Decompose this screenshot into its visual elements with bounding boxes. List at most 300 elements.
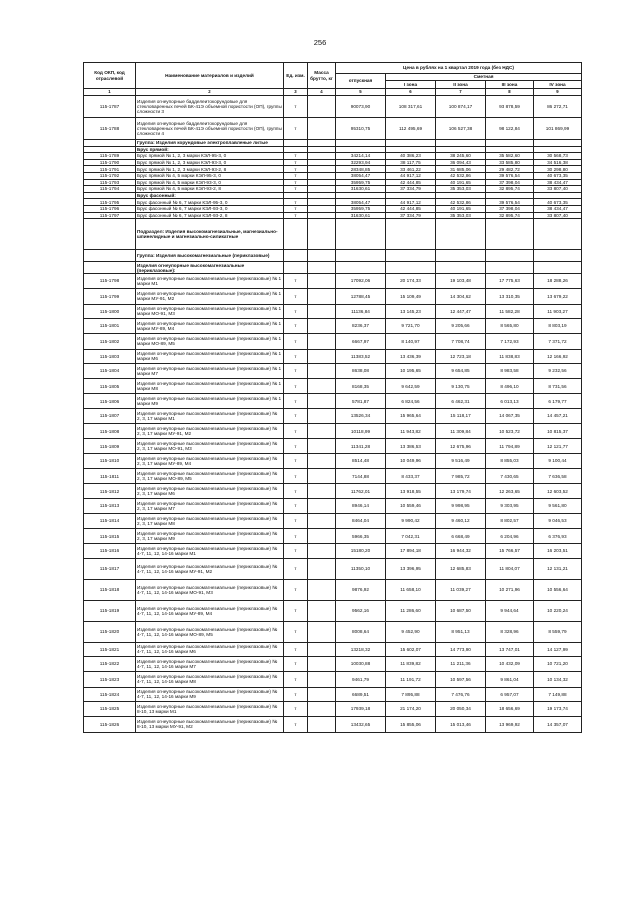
item-unit: т	[284, 118, 308, 140]
item-name: Брус прямой № 1, 2, 3 марки КЭЛ-93-3, 0	[136, 159, 284, 166]
empty-cell	[486, 140, 534, 147]
section-title: Группа: Изделия корундовые электроплавленые литые	[136, 140, 284, 147]
item-mass	[308, 172, 336, 179]
column-number: 1	[84, 89, 136, 96]
item-zone2-price: 7 476,76	[436, 687, 486, 702]
item-unit: т	[284, 454, 308, 469]
item-zone3-price: 11 838,83	[486, 349, 534, 364]
table-row	[84, 304, 582, 319]
item-zone3-price: 13 969,92	[486, 716, 534, 732]
item-unit: т	[284, 166, 308, 173]
table-row	[84, 212, 582, 219]
item-zone4-price: 12 603,52	[534, 484, 582, 499]
item-mass	[308, 394, 336, 409]
item-unit: т	[284, 423, 308, 439]
table-row	[84, 319, 582, 334]
item-unit: т	[284, 364, 308, 379]
item-release-price: 8946,14	[336, 499, 386, 514]
item-mass	[308, 304, 336, 319]
empty-cell	[486, 146, 534, 153]
item-zone3-price: 8 802,57	[486, 513, 534, 529]
item-mass	[308, 212, 336, 219]
item-mass	[308, 159, 336, 166]
section-code-cell	[84, 250, 136, 262]
section-row	[84, 140, 582, 147]
empty-cell	[308, 192, 336, 199]
item-zone2-price: 14 773,90	[436, 642, 486, 657]
table-row	[84, 288, 582, 304]
item-zone2-price: 40 191,65	[436, 179, 486, 186]
item-unit: т	[284, 529, 308, 544]
item-mass	[308, 484, 336, 499]
item-name: Брус фасонный № 6, 7 марки КЭЛ-95-3, 0	[136, 199, 284, 206]
item-code: 115-1807	[84, 409, 136, 424]
item-release-price: 32293,94	[336, 159, 386, 166]
table-row	[84, 621, 582, 642]
table-row	[84, 423, 582, 439]
item-zone3-price: 39 576,54	[486, 172, 534, 179]
table-row	[84, 153, 582, 160]
table-row	[84, 439, 582, 454]
item-zone4-price: 86 272,71	[534, 96, 582, 118]
item-zone2-price: 9 130,75	[436, 378, 486, 394]
section-code-cell	[84, 219, 136, 250]
item-zone2-price: 6 462,31	[436, 394, 486, 409]
empty-cell	[284, 250, 308, 262]
item-zone2-price: 9 205,66	[436, 319, 486, 334]
item-unit: т	[284, 172, 308, 179]
item-code: 115-1816	[84, 544, 136, 559]
item-zone1-price: 13 918,55	[386, 484, 436, 499]
empty-cell	[284, 146, 308, 153]
item-zone1-price: 13 436,39	[386, 349, 436, 364]
item-name: Изделия огнеупорные высокомагнезиальные (периклазовые) № 1 марки М8	[136, 378, 284, 394]
table-row	[84, 349, 582, 364]
page-number: 256	[313, 38, 327, 47]
item-zone3-price: 18 656,69	[486, 702, 534, 717]
item-unit: т	[284, 394, 308, 409]
table-row	[84, 513, 582, 529]
item-code: 115-1815	[84, 529, 136, 544]
item-zone4-price: 9 046,53	[534, 513, 582, 529]
table-row	[84, 716, 582, 732]
item-unit: т	[284, 333, 308, 349]
item-zone1-price: 8 433,37	[386, 468, 436, 484]
item-code: 115-1797	[84, 212, 136, 219]
empty-cell	[436, 262, 486, 274]
section-code-cell	[84, 146, 136, 153]
item-zone1-price: 21 174,20	[386, 702, 436, 717]
table-row	[84, 468, 582, 484]
item-unit: т	[284, 642, 308, 657]
item-zone4-price: 10 815,37	[534, 423, 582, 439]
item-release-price: 28348,85	[336, 166, 386, 173]
item-code: 115-1799	[84, 288, 136, 304]
item-zone1-price: 40 386,23	[386, 153, 436, 160]
item-code: 115-1788	[84, 118, 136, 140]
item-code: 115-1809	[84, 439, 136, 454]
item-zone1-price: 42 444,85	[386, 179, 436, 186]
item-zone3-price: 14 067,35	[486, 409, 534, 424]
item-release-price: 11341,28	[336, 439, 386, 454]
empty-cell	[436, 192, 486, 199]
item-zone2-price: 9 998,95	[436, 499, 486, 514]
column-number: 9	[534, 89, 582, 96]
item-mass	[308, 153, 336, 160]
empty-cell	[534, 250, 582, 262]
table-row	[84, 186, 582, 193]
item-name: Изделия огнеупорные высокомагнезиальные (периклазовые) № 8-10, 13 марки М1	[136, 702, 284, 717]
section-code-cell	[84, 192, 136, 199]
section-row	[84, 146, 582, 153]
item-zone4-price: 16 203,51	[534, 544, 582, 559]
item-zone3-price: 8 983,58	[486, 364, 534, 379]
item-zone4-price: 33 807,40	[534, 186, 582, 193]
item-zone4-price: 7 636,58	[534, 468, 582, 484]
item-code: 115-1795	[84, 199, 136, 206]
header-unit: Ед. изм.	[284, 63, 308, 89]
item-zone2-price: 9 516,49	[436, 454, 486, 469]
table-row	[84, 499, 582, 514]
item-release-price: 31630,61	[336, 186, 386, 193]
item-zone4-price: 18 288,26	[534, 274, 582, 289]
item-mass	[308, 671, 336, 687]
item-zone2-price: 42 532,86	[436, 172, 486, 179]
item-zone4-price: 8 731,56	[534, 378, 582, 394]
item-mass	[308, 118, 336, 140]
item-zone1-price: 8 140,97	[386, 333, 436, 349]
empty-cell	[336, 192, 386, 199]
item-zone2-price: 31 685,06	[436, 166, 486, 173]
table-header	[84, 63, 582, 96]
section-title: Подраздел: Изделия высокомагнезиальные, магнезиально-шпинелидные и магнезиально-силикатные	[136, 219, 284, 250]
empty-cell	[308, 146, 336, 153]
item-mass	[308, 439, 336, 454]
item-zone2-price: 9 460,12	[436, 513, 486, 529]
item-zone4-price: 30 568,73	[534, 153, 582, 160]
item-zone4-price: 10 134,32	[534, 671, 582, 687]
header-zone-4: IV зона	[534, 81, 582, 89]
item-zone3-price: 93 878,59	[486, 96, 534, 118]
item-name: Изделия огнеупорные высокомагнезиальные (периклазовые) № 2, 3, 17 марки МО-89, М5	[136, 468, 284, 484]
item-zone3-price: 17 775,63	[486, 274, 534, 289]
empty-cell	[284, 140, 308, 147]
table-row	[84, 558, 582, 579]
item-name: Изделия огнеупорные высокомагнезиальные (периклазовые) № 2, 3, 17 марки М9	[136, 529, 284, 544]
empty-cell	[336, 146, 386, 153]
empty-cell	[534, 140, 582, 147]
item-mass	[308, 288, 336, 304]
item-unit: т	[284, 212, 308, 219]
empty-cell	[284, 219, 308, 250]
item-release-price: 38054,47	[336, 199, 386, 206]
table-row	[84, 529, 582, 544]
item-code: 115-1826	[84, 716, 136, 732]
item-zone3-price: 8 565,80	[486, 319, 534, 334]
item-unit: т	[284, 205, 308, 212]
table-row	[84, 205, 582, 212]
table-row	[84, 454, 582, 469]
section-row	[84, 262, 582, 274]
item-code: 115-1787	[84, 96, 136, 118]
item-zone3-price: 8 496,10	[486, 378, 534, 394]
item-zone3-price: 37 398,04	[486, 179, 534, 186]
item-name: Брус прямой № 1, 2, 3 марки КЭЛ-93-2, 8	[136, 166, 284, 173]
item-zone1-price: 37 334,79	[386, 186, 436, 193]
item-code: 115-1789	[84, 153, 136, 160]
item-mass	[308, 544, 336, 559]
header-price-group: Цена в рублях на 1 квартал 2019 года (без НДС)	[336, 63, 582, 74]
item-code: 115-1825	[84, 702, 136, 717]
item-zone1-price: 7 042,31	[386, 529, 436, 544]
item-zone4-price: 101 869,99	[534, 118, 582, 140]
item-zone2-price: 15 013,46	[436, 716, 486, 732]
item-name: Изделия огнеупорные высокомагнезиальные (периклазовые) № 1 марки М7	[136, 364, 284, 379]
column-number: 3	[284, 89, 308, 96]
item-code: 115-1824	[84, 687, 136, 702]
column-number: 2	[136, 89, 284, 96]
empty-cell	[386, 262, 436, 274]
item-release-price: 9876,92	[336, 579, 386, 600]
item-release-price: 31630,61	[336, 212, 386, 219]
column-number: 7	[436, 89, 486, 96]
item-zone4-price: 38 434,47	[534, 179, 582, 186]
item-name: Брус фасонный № 6, 7 марки КЭЛ-93-3, 0	[136, 205, 284, 212]
item-release-price: 35959,75	[336, 205, 386, 212]
item-zone4-price: 10 721,20	[534, 657, 582, 672]
item-unit: т	[284, 513, 308, 529]
empty-cell	[308, 250, 336, 262]
item-code: 115-1818	[84, 579, 136, 600]
item-name: Брус прямой № 4, 5 марки КЭЛ-93-2, 8	[136, 186, 284, 193]
table-row	[84, 600, 582, 621]
item-release-price: 13526,34	[336, 409, 386, 424]
empty-cell	[386, 146, 436, 153]
item-name: Изделия огнеупорные бадделеитокорундовые для стекловаренных печей БК-41Э объемной пористости (ОП), группы сложности 4	[136, 118, 284, 140]
item-zone4-price: 7 149,88	[534, 687, 582, 702]
empty-cell	[534, 262, 582, 274]
item-release-price: 6689,51	[336, 687, 386, 702]
item-zone2-price: 13 179,74	[436, 484, 486, 499]
item-mass	[308, 96, 336, 118]
item-release-price: 13218,32	[336, 642, 386, 657]
item-release-price: 12788,45	[336, 288, 386, 304]
item-code: 115-1798	[84, 274, 136, 289]
item-mass	[308, 621, 336, 642]
item-release-price: 35959,75	[336, 179, 386, 186]
item-code: 115-1792	[84, 172, 136, 179]
item-unit: т	[284, 153, 308, 160]
item-zone2-price: 14 304,62	[436, 288, 486, 304]
item-mass	[308, 274, 336, 289]
item-mass	[308, 423, 336, 439]
item-mass	[308, 349, 336, 364]
item-release-price: 10118,99	[336, 423, 386, 439]
item-release-price: 34214,14	[336, 153, 386, 160]
item-zone1-price: 37 334,79	[386, 212, 436, 219]
item-zone2-price: 11 309,84	[436, 423, 486, 439]
table-row	[84, 579, 582, 600]
item-unit: т	[284, 657, 308, 672]
item-code: 115-1812	[84, 484, 136, 499]
item-zone1-price: 42 444,85	[386, 205, 436, 212]
item-zone2-price: 12 447,47	[436, 304, 486, 319]
item-zone4-price: 14 357,07	[534, 716, 582, 732]
item-zone4-price: 10 220,24	[534, 600, 582, 621]
empty-cell	[436, 250, 486, 262]
item-name: Изделия огнеупорные высокомагнезиальные (периклазовые) № 4-7, 11, 12, 14-16 марки М9	[136, 687, 284, 702]
item-zone2-price: 12 685,83	[436, 558, 486, 579]
item-zone2-price: 36 094,43	[436, 159, 486, 166]
item-zone2-price: 7 708,74	[436, 333, 486, 349]
empty-cell	[534, 219, 582, 250]
item-code: 115-1821	[84, 642, 136, 657]
empty-cell	[386, 192, 436, 199]
item-zone1-price: 10 559,46	[386, 499, 436, 514]
item-zone2-price: 6 668,49	[436, 529, 486, 544]
item-unit: т	[284, 349, 308, 364]
header-code: Код ОКП, код отраслевой	[84, 63, 136, 89]
item-code: 115-1813	[84, 499, 136, 514]
item-unit: т	[284, 199, 308, 206]
item-release-price: 11136,84	[336, 304, 386, 319]
item-code: 115-1791	[84, 166, 136, 173]
item-zone4-price: 40 673,35	[534, 172, 582, 179]
item-mass	[308, 529, 336, 544]
item-release-price: 6667,97	[336, 333, 386, 349]
item-zone1-price: 20 174,33	[386, 274, 436, 289]
column-numbers-row	[84, 89, 582, 96]
item-zone2-price: 40 191,65	[436, 205, 486, 212]
item-code: 115-1802	[84, 333, 136, 349]
item-name: Изделия огнеупорные высокомагнезиальные (периклазовые) № 1 марки МУ-91, М2	[136, 288, 284, 304]
item-release-price: 8168,35	[336, 378, 386, 394]
item-release-price: 8464,04	[336, 513, 386, 529]
item-mass	[308, 702, 336, 717]
table-row	[84, 409, 582, 424]
item-zone2-price: 11 039,27	[436, 579, 486, 600]
item-unit: т	[284, 96, 308, 118]
item-name: Изделия огнеупорные высокомагнезиальные (периклазовые) № 2, 3, 17 марки МУ-89, М4	[136, 454, 284, 469]
item-zone1-price: 38 117,75	[386, 159, 436, 166]
table-row	[84, 378, 582, 394]
item-mass	[308, 468, 336, 484]
item-unit: т	[284, 159, 308, 166]
item-unit: т	[284, 579, 308, 600]
item-release-price: 8236,37	[336, 319, 386, 334]
item-name: Изделия огнеупорные высокомагнезиальные (периклазовые) № 1 марки М9	[136, 394, 284, 409]
item-release-price: 38054,47	[336, 172, 386, 179]
item-mass	[308, 205, 336, 212]
item-name: Брус прямой № 1, 2, 3 марки КЭЛ-95-3, 0	[136, 153, 284, 160]
item-zone1-price: 15 855,06	[386, 716, 436, 732]
table-row	[84, 687, 582, 702]
item-zone1-price: 6 824,56	[386, 394, 436, 409]
empty-cell	[386, 140, 436, 147]
item-zone2-price: 106 527,38	[436, 118, 486, 140]
item-name: Изделия огнеупорные высокомагнезиальные (периклазовые) № 2, 3, 17 марки М1	[136, 409, 284, 424]
item-zone1-price: 15 602,07	[386, 642, 436, 657]
table-row	[84, 394, 582, 409]
item-unit: т	[284, 687, 308, 702]
table-row	[84, 172, 582, 179]
item-mass	[308, 600, 336, 621]
item-name: Изделия огнеупорные высокомагнезиальные (периклазовые) № 4-7, 11, 12, 14-16 марки МУ-91, М2	[136, 558, 284, 579]
item-release-price: 95310,75	[336, 118, 386, 140]
item-unit: т	[284, 484, 308, 499]
item-zone2-price: 11 211,36	[436, 657, 486, 672]
empty-cell	[308, 262, 336, 274]
item-zone2-price: 20 050,34	[436, 702, 486, 717]
item-code: 115-1806	[84, 394, 136, 409]
item-name: Изделия огнеупорные бадделеитокорундовые для стекловаренных печей БК-41Э объемной пористости (ОП), группы сложности 3	[136, 96, 284, 118]
item-zone4-price: 40 673,35	[534, 199, 582, 206]
item-zone3-price: 29 482,72	[486, 166, 534, 173]
item-name: Изделия огнеупорные высокомагнезиальные (периклазовые) № 4-7, 11, 12, 14-16 марки М6	[136, 642, 284, 657]
item-zone2-price: 38 245,60	[436, 153, 486, 160]
item-zone3-price: 6 204,96	[486, 529, 534, 544]
item-zone4-price: 12 121,77	[534, 439, 582, 454]
item-zone3-price: 15 766,57	[486, 544, 534, 559]
item-mass	[308, 179, 336, 186]
item-zone4-price: 34 516,38	[534, 159, 582, 166]
item-zone2-price: 9 654,85	[436, 364, 486, 379]
item-zone3-price: 98 122,84	[486, 118, 534, 140]
item-zone4-price: 9 100,44	[534, 454, 582, 469]
item-code: 115-1805	[84, 378, 136, 394]
item-zone1-price: 17 894,18	[386, 544, 436, 559]
table-row	[84, 671, 582, 687]
empty-cell	[386, 219, 436, 250]
table-row	[84, 544, 582, 559]
item-mass	[308, 579, 336, 600]
item-unit: т	[284, 702, 308, 717]
item-name: Изделия огнеупорные высокомагнезиальные (периклазовые) № 2, 3, 17 марки МУ-91, М2	[136, 423, 284, 439]
item-name: Брус прямой № 4, 5 марки КЭЛ-95-3, 0	[136, 172, 284, 179]
item-zone3-price: 9 303,95	[486, 499, 534, 514]
item-mass	[308, 333, 336, 349]
item-zone3-price: 39 576,54	[486, 199, 534, 206]
section-row	[84, 192, 582, 199]
item-release-price: 8638,08	[336, 364, 386, 379]
item-name: Изделия огнеупорные высокомагнезиальные (периклазовые) № 8-10, 13 марки МУ-91, М2	[136, 716, 284, 732]
item-zone2-price: 10 687,50	[436, 600, 486, 621]
table-row	[84, 364, 582, 379]
empty-cell	[436, 140, 486, 147]
item-zone3-price: 7 172,93	[486, 333, 534, 349]
item-zone4-price: 13 679,22	[534, 288, 582, 304]
table-row	[84, 179, 582, 186]
item-zone1-price: 44 917,12	[386, 172, 436, 179]
item-unit: т	[284, 274, 308, 289]
item-zone3-price: 35 582,60	[486, 153, 534, 160]
item-zone2-price: 15 118,17	[436, 409, 486, 424]
table-row	[84, 642, 582, 657]
empty-cell	[284, 262, 308, 274]
item-name: Изделия огнеупорные высокомагнезиальные (периклазовые) № 2, 3, 17 марки М7	[136, 499, 284, 514]
item-mass	[308, 716, 336, 732]
item-code: 115-1790	[84, 159, 136, 166]
table-row	[84, 199, 582, 206]
empty-cell	[386, 250, 436, 262]
item-zone1-price: 11 658,10	[386, 579, 436, 600]
item-unit: т	[284, 600, 308, 621]
section-title: Группа: Изделия высокомагнезиальные (периклазовые)	[136, 250, 284, 262]
item-zone4-price: 19 173,74	[534, 702, 582, 717]
item-code: 115-1810	[84, 454, 136, 469]
item-zone4-price: 7 371,72	[534, 333, 582, 349]
item-zone4-price: 6 179,77	[534, 394, 582, 409]
